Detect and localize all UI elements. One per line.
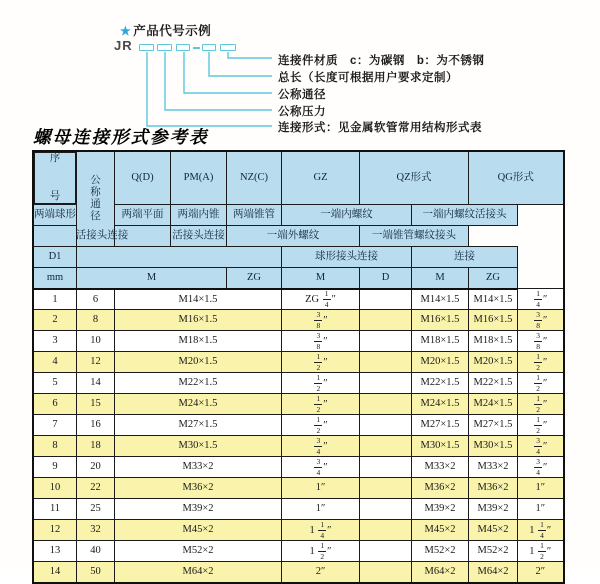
fraction: $\frac{1}{2}$ xyxy=(316,351,321,373)
cell-qz_m xyxy=(360,289,412,310)
cell-m: M16×1.5 xyxy=(115,310,282,331)
cell-qg_m: M36×2 xyxy=(469,478,518,499)
cell-dn: 32 xyxy=(77,520,115,541)
cell-qz_d: M52×2 xyxy=(412,541,469,562)
fraction: $\frac{1}{2}$ xyxy=(316,372,321,394)
cell-qz_m xyxy=(360,541,412,562)
callout-label-material: 连接件材质 c：为碳钢 b：为不锈钢 xyxy=(278,55,485,67)
cell-dn: 40 xyxy=(77,541,115,562)
product-code-title xyxy=(120,21,211,39)
fraction: $\frac{1}{4}$ xyxy=(324,288,329,310)
table-row xyxy=(33,541,564,562)
cell-qz_d: M39×2 xyxy=(412,499,469,520)
nut-connection-table xyxy=(32,150,565,584)
cell-qz_d: M22×1.5 xyxy=(412,373,469,394)
header-sub-pm: 两端平面 xyxy=(115,205,171,226)
header-d1: D1 xyxy=(33,247,77,268)
cell-gz: 1″ xyxy=(282,478,360,499)
page-title: 螺母连接形式参考表 xyxy=(33,127,209,147)
table-row xyxy=(33,289,564,310)
cell-qz_m xyxy=(360,352,412,373)
cell-m: M14×1.5 xyxy=(115,289,282,310)
cell-dn: 6 xyxy=(77,289,115,310)
cell-dn: 25 xyxy=(77,499,115,520)
cell-qz_d: M18×1.5 xyxy=(412,331,469,352)
cell-qg_zg: $\frac{3}{8}$ ″ xyxy=(518,310,564,331)
code-box-4 xyxy=(202,44,216,51)
header-union-gz: 活接头连接 xyxy=(171,226,227,247)
cell-qz_m xyxy=(360,373,412,394)
cell-qg_zg: $\frac{1}{2}$ ″ xyxy=(518,373,564,394)
fraction: $\frac{3}{4}$ xyxy=(316,456,321,478)
header-sub-nz: 两端内锥 xyxy=(171,205,227,226)
callout-label-connection: 连接形式：见金属软管常用结构形式表 xyxy=(278,122,482,134)
cell-qz_d: M27×1.5 xyxy=(412,415,469,436)
cell-qz_m xyxy=(360,394,412,415)
header-sub-qz: 一端内螺纹 xyxy=(282,205,412,226)
cell-gz: $\frac{1}{2}$ ″ xyxy=(282,373,360,394)
cell-gz: 1″ xyxy=(282,499,360,520)
cell-qz_d: M64×2 xyxy=(412,562,469,583)
cell-seq: 2 xyxy=(33,310,77,331)
cell-gz: $\frac{3}{8}$ ″ xyxy=(282,310,360,331)
cell-qz_m xyxy=(360,415,412,436)
table-row xyxy=(33,499,564,520)
fraction: $\frac{1}{2}$ xyxy=(320,540,325,562)
fraction: $\frac{1}{2}$ xyxy=(316,393,321,415)
fraction: $\frac{3}{8}$ xyxy=(316,330,321,352)
cell-seq: 12 xyxy=(33,520,77,541)
table-row xyxy=(33,436,564,457)
cell-m: M64×2 xyxy=(115,562,282,583)
cell-qg_zg: $\frac{3}{4}$ ″ xyxy=(518,457,564,478)
cell-m: M20×1.5 xyxy=(115,352,282,373)
callout-label-pressure: 公称压力 xyxy=(278,106,326,118)
fraction: $\frac{1}{2}$ xyxy=(540,540,544,562)
cell-qz_d: M14×1.5 xyxy=(412,289,469,310)
header-dn: 公 称 通 径 xyxy=(77,151,115,247)
cell-seq: 9 xyxy=(33,457,77,478)
cell-seq: 8 xyxy=(33,436,77,457)
cell-qz_m xyxy=(360,457,412,478)
cell-seq: 6 xyxy=(33,394,77,415)
fraction: $\frac{1}{4}$ xyxy=(536,288,540,310)
cell-qz_m xyxy=(360,520,412,541)
cell-qg_zg: $\frac{1}{4}$ ″ xyxy=(518,289,564,310)
cell-qz_d: M24×1.5 xyxy=(412,394,469,415)
cell-qg_zg: 1″ xyxy=(518,478,564,499)
cell-qz_m xyxy=(360,499,412,520)
fraction: $\frac{1}{2}$ xyxy=(316,414,321,436)
cell-seq: 11 xyxy=(33,499,77,520)
cell-qg_m: M27×1.5 xyxy=(469,415,518,436)
cell-m: M36×2 xyxy=(115,478,282,499)
cell-gz: $\frac{3}{4}$ ″ xyxy=(282,457,360,478)
code-box-2 xyxy=(157,44,172,51)
header-qz-d: D xyxy=(360,268,412,289)
cell-gz: $\frac{1}{2}$ ″ xyxy=(282,352,360,373)
cell-qg_m: M52×2 xyxy=(469,541,518,562)
table-row xyxy=(33,457,564,478)
cell-dn: 14 xyxy=(77,373,115,394)
code-box-3 xyxy=(176,44,190,51)
cell-seq: 4 xyxy=(33,352,77,373)
header-sub-qg: 一端内螺纹活接头 xyxy=(412,205,518,226)
header-ball-joint-qz: 球形接头连接 xyxy=(282,247,412,268)
cell-dn: 15 xyxy=(77,394,115,415)
cell-seq: 14 xyxy=(33,562,77,583)
cell-qz_m xyxy=(360,310,412,331)
fraction: $\frac{1}{2}$ xyxy=(536,372,540,394)
cell-qg_zg: $\frac{1}{2}$ ″ xyxy=(518,415,564,436)
cell-m: M22×1.5 xyxy=(115,373,282,394)
cell-qg_m: M24×1.5 xyxy=(469,394,518,415)
cell-gz: 2″ xyxy=(282,562,360,583)
cell-qg_zg: 1″ xyxy=(518,499,564,520)
cell-m: M45×2 xyxy=(115,520,282,541)
cell-gz: 1 $\frac{1}{2}$ ″ xyxy=(282,541,360,562)
product-code-prefix: JR xyxy=(114,38,133,53)
header-taper-joint-qg: 一端锥管螺纹接头 xyxy=(360,226,469,247)
cell-seq: 5 xyxy=(33,373,77,394)
cell-qg_m: M14×1.5 xyxy=(469,289,518,310)
cell-qg_m: M39×2 xyxy=(469,499,518,520)
cell-gz: ZG $\frac{1}{4}$ ″ xyxy=(282,289,360,310)
code-box-5 xyxy=(220,44,236,51)
cell-gz: $\frac{1}{2}$ ″ xyxy=(282,415,360,436)
header-qg-m: M xyxy=(412,268,469,289)
cell-gz: $\frac{1}{2}$ ″ xyxy=(282,394,360,415)
cell-seq: 10 xyxy=(33,478,77,499)
header-union-left: 活接头连接 xyxy=(33,226,171,247)
table-row xyxy=(33,520,564,541)
table-row xyxy=(33,373,564,394)
cell-m: M52×2 xyxy=(115,541,282,562)
cell-qg_zg: 2″ xyxy=(518,562,564,583)
cell-dn: 8 xyxy=(77,310,115,331)
header-col-q: Q(D) xyxy=(115,151,171,205)
table-row xyxy=(33,394,564,415)
cell-qg_m: M30×1.5 xyxy=(469,436,518,457)
cell-qg_m: M20×1.5 xyxy=(469,352,518,373)
fraction: $\frac{1}{2}$ xyxy=(536,414,540,436)
header-sub-q: 两端球形 xyxy=(33,205,77,226)
code-box-1 xyxy=(139,44,154,51)
cell-dn: 50 xyxy=(77,562,115,583)
header-col-qz: QZ形式 xyxy=(360,151,469,205)
cell-qz_d: M16×1.5 xyxy=(412,310,469,331)
header-gz-zg: ZG xyxy=(227,268,282,289)
header-ext-thread-qz: 一端外螺纹 xyxy=(227,226,360,247)
cell-m: M27×1.5 xyxy=(115,415,282,436)
fraction: $\frac{3}{8}$ xyxy=(536,309,540,331)
cell-qg_zg: 1 $\frac{1}{2}$ ″ xyxy=(518,541,564,562)
header-qz-m: M xyxy=(282,268,360,289)
cell-qg_m: M22×1.5 xyxy=(469,373,518,394)
fraction: $\frac{3}{8}$ xyxy=(316,309,321,331)
table-row xyxy=(33,331,564,352)
cell-qz_d: M20×1.5 xyxy=(412,352,469,373)
table-row xyxy=(33,478,564,499)
cell-seq: 3 xyxy=(33,331,77,352)
cell-gz: 1 $\frac{1}{4}$ ″ xyxy=(282,520,360,541)
cell-qg_m: M45×2 xyxy=(469,520,518,541)
callout-label-diameter: 公称通径 xyxy=(278,89,326,101)
fraction: $\frac{1}{4}$ xyxy=(320,519,325,541)
cell-m: M24×1.5 xyxy=(115,394,282,415)
cell-seq: 13 xyxy=(33,541,77,562)
product-code-title-text: 产品代号示例 xyxy=(133,24,212,38)
cell-gz: $\frac{3}{8}$ ″ xyxy=(282,331,360,352)
header-seq: 序 号 xyxy=(34,152,76,204)
cell-dn: 18 xyxy=(77,436,115,457)
header-sub-gz: 两端锥管 xyxy=(227,205,282,226)
cell-m: M18×1.5 xyxy=(115,331,282,352)
cell-qg_zg: $\frac{3}{4}$ ″ xyxy=(518,436,564,457)
cell-qg_zg: 1 $\frac{1}{4}$ ″ xyxy=(518,520,564,541)
cell-qz_d: M45×2 xyxy=(412,520,469,541)
table-row xyxy=(33,352,564,373)
callout-label-length: 总长（长度可根据用户要求定制） xyxy=(278,72,458,84)
cell-qg_m: M18×1.5 xyxy=(469,331,518,352)
cell-qg_zg: $\frac{1}{2}$ ″ xyxy=(518,352,564,373)
cell-qg_zg: $\frac{3}{8}$ ″ xyxy=(518,331,564,352)
table-body xyxy=(33,289,564,583)
cell-qg_m: M16×1.5 xyxy=(469,310,518,331)
cell-qz_m xyxy=(360,331,412,352)
fraction: $\frac{3}{4}$ xyxy=(536,456,540,478)
fraction: $\frac{3}{8}$ xyxy=(536,330,540,352)
cell-seq: 7 xyxy=(33,415,77,436)
table-header xyxy=(33,151,564,289)
cell-qg_zg: $\frac{1}{2}$ ″ xyxy=(518,394,564,415)
cell-qz_m xyxy=(360,436,412,457)
header-empty-strip xyxy=(77,247,282,268)
fraction: $\frac{1}{4}$ xyxy=(540,519,544,541)
cell-dn: 16 xyxy=(77,415,115,436)
cell-qz_m xyxy=(360,478,412,499)
cell-qz_d: M30×1.5 xyxy=(412,436,469,457)
cell-m: M30×1.5 xyxy=(115,436,282,457)
star-icon: ★ xyxy=(120,24,132,38)
cell-dn: 20 xyxy=(77,457,115,478)
header-col-pm: PM(A) xyxy=(171,151,227,205)
header-m: M xyxy=(77,268,227,289)
cell-dn: 12 xyxy=(77,352,115,373)
table-row xyxy=(33,562,564,583)
cell-dn: 10 xyxy=(77,331,115,352)
header-connect-qg: 连接 xyxy=(412,247,518,268)
cell-qz_d: M33×2 xyxy=(412,457,469,478)
header-col-qg: QG形式 xyxy=(469,151,564,205)
cell-dn: 22 xyxy=(77,478,115,499)
cell-m: M39×2 xyxy=(115,499,282,520)
header-mm: mm xyxy=(33,268,77,289)
fraction: $\frac{1}{2}$ xyxy=(536,351,540,373)
cell-seq: 1 xyxy=(33,289,77,310)
table-row xyxy=(33,415,564,436)
header-col-gz: GZ xyxy=(282,151,360,205)
code-dash xyxy=(193,47,200,49)
fraction: $\frac{3}{4}$ xyxy=(536,435,540,457)
header-col-nz: NZ(C) xyxy=(227,151,282,205)
fraction: $\frac{1}{2}$ xyxy=(536,393,540,415)
table-row xyxy=(33,310,564,331)
cell-qz_d: M36×2 xyxy=(412,478,469,499)
cell-gz: $\frac{3}{4}$ ″ xyxy=(282,436,360,457)
cell-qg_m: M64×2 xyxy=(469,562,518,583)
cell-qg_m: M33×2 xyxy=(469,457,518,478)
cell-m: M33×2 xyxy=(115,457,282,478)
header-qg-zg: ZG xyxy=(469,268,518,289)
fraction: $\frac{3}{4}$ xyxy=(316,435,321,457)
cell-qz_m xyxy=(360,562,412,583)
